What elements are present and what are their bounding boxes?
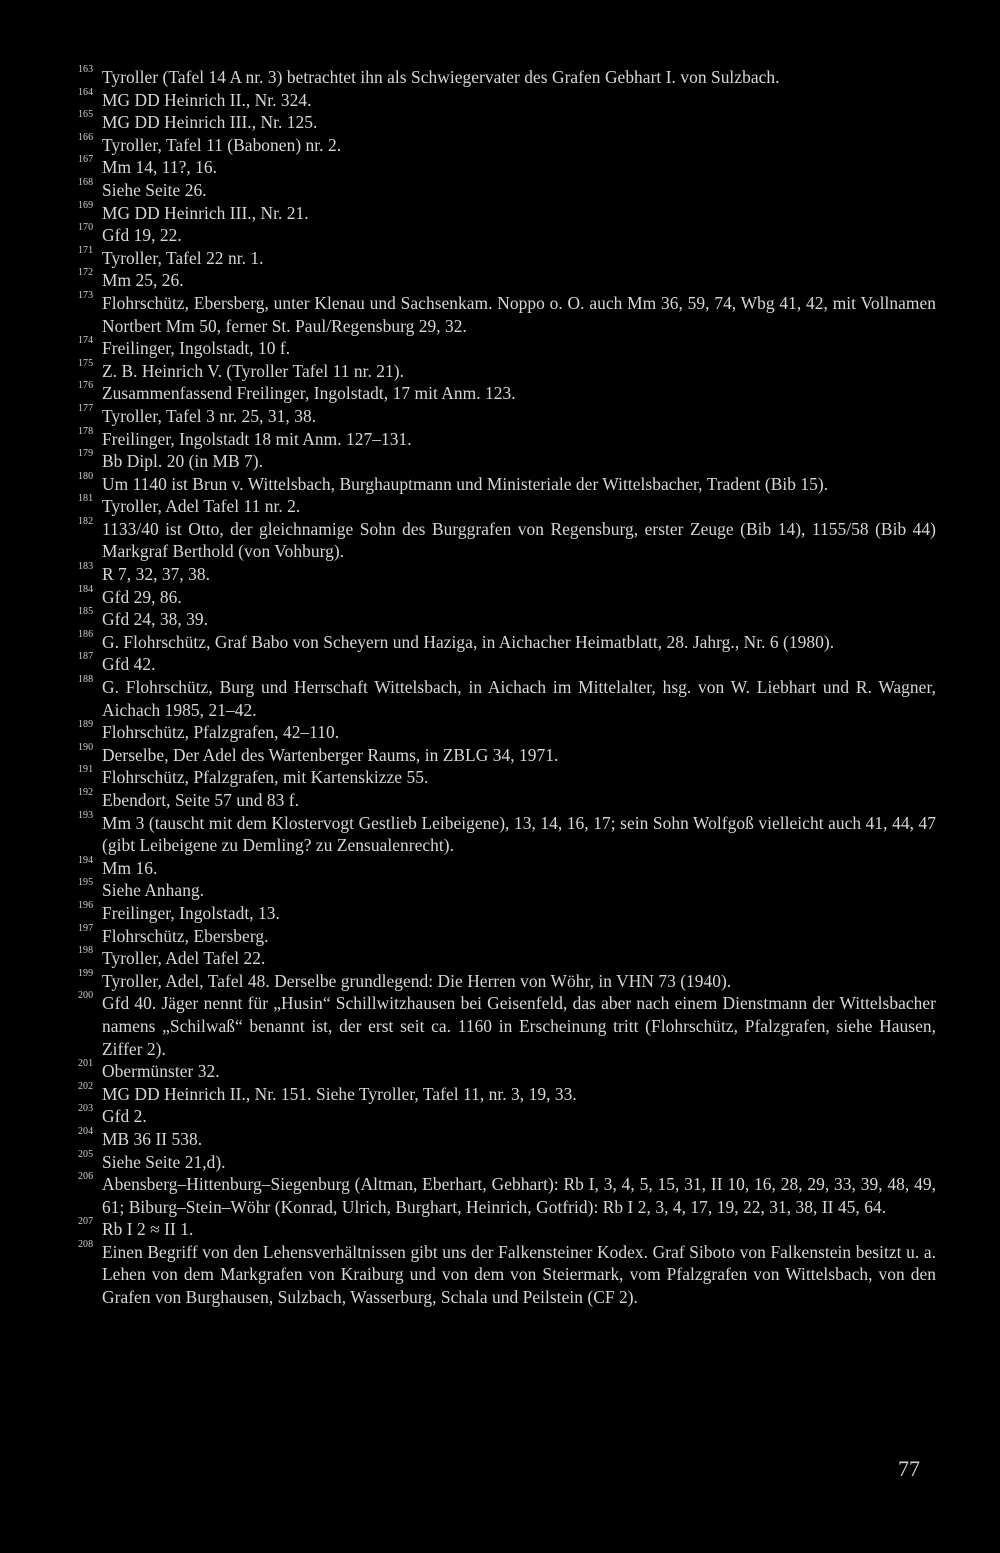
footnote-number: 190 <box>78 741 94 753</box>
footnote-number: 181 <box>78 493 94 505</box>
footnote-text: Flohrschütz, Pfalzgrafen, 42–110. <box>102 722 340 743</box>
footnote-194 <box>78 854 936 880</box>
footnote-202 <box>78 1080 936 1106</box>
footnote-text: MG DD Heinrich II., Nr. 324. <box>102 89 312 110</box>
footnote-172 <box>78 269 936 292</box>
footnote-number: 191 <box>78 764 94 776</box>
footnote-text: R 7, 32, 37, 38. <box>102 564 211 585</box>
footnote-175 <box>78 357 936 383</box>
footnote-178 <box>78 425 936 451</box>
footnote-text: Obermünster 32. <box>102 1061 220 1082</box>
footnote-number: 166 <box>78 131 94 143</box>
footnote-165 <box>78 111 936 134</box>
footnote-text: Mm 14, 11?, 16. <box>102 157 218 178</box>
footnote-text: MG DD Heinrich III., Nr. 21. <box>102 202 309 223</box>
footnote-181 <box>78 495 936 518</box>
footnote-192 <box>78 789 936 812</box>
footnote-number: 180 <box>78 470 94 482</box>
footnote-text: Flohrschütz, Ebersberg. <box>102 925 269 946</box>
footnote-text: Freilinger, Ingolstadt, 10 f. <box>102 338 291 359</box>
footnote-180 <box>78 470 936 496</box>
footnote-189 <box>78 721 936 744</box>
footnote-170 <box>78 224 936 247</box>
footnote-text: Freilinger, Ingolstadt, 13. <box>102 902 280 923</box>
footnote-number: 203 <box>78 1103 94 1115</box>
footnote-200 <box>78 992 936 1060</box>
footnote-number: 183 <box>78 561 94 573</box>
footnote-195 <box>78 879 936 902</box>
footnote-205 <box>78 1148 936 1174</box>
footnote-text: Ebendort, Seite 57 und 83 f. <box>102 790 300 810</box>
footnote-text: Derselbe, Der Adel des Wartenberger Raums, in ZBLG 34, 1971. <box>102 744 559 765</box>
footnote-text: Tyroller, Adel Tafel 11 nr. 2. <box>102 496 301 517</box>
footnote-text: Tyroller, Tafel 22 nr. 1. <box>102 247 264 268</box>
footnote-204 <box>78 1125 936 1151</box>
footnote-text: 1133/40 ist Otto, der gleichnamige Sohn des Burggrafen von Regensburg, erster Zeuge (Bib 14), 1155/58 (Bib 44) Markgraf Berthold (von Vohburg). <box>102 518 936 562</box>
footnote-number: 193 <box>78 809 94 821</box>
footnote-text: Z. B. Heinrich V. (Tyroller Tafel 11 nr. 21). <box>102 360 404 381</box>
footnote-number: 199 <box>78 967 94 979</box>
footnote-number: 182 <box>78 515 94 527</box>
footnote-number: 169 <box>78 199 94 211</box>
page-number: 77 <box>898 1456 920 1481</box>
footnote-167 <box>78 156 936 179</box>
footnote-171 <box>78 244 936 270</box>
footnote-text: Gfd 24, 38, 39. <box>102 609 209 630</box>
footnote-number: 192 <box>78 787 94 798</box>
footnote-206 <box>78 1173 936 1218</box>
footnote-text: Mm 16. <box>102 857 158 878</box>
footnote-text: Flohrschütz, Pfalzgrafen, mit Kartenskizze 55. <box>102 767 429 788</box>
footnote-164 <box>78 86 936 112</box>
footnote-text: G. Flohrschütz, Graf Babo von Scheyern und Haziga, in Aichacher Heimatblatt, 28. Jahrg., Nr. 6 (1980). <box>102 631 835 652</box>
footnote-185 <box>78 608 936 631</box>
footnote-text: Freilinger, Ingolstadt 18 mit Anm. 127–131. <box>102 428 412 449</box>
footnote-text: Flohrschütz, Ebersberg, unter Klenau und Sachsenkam. Noppo o. O. auch Mm 36, 59, 74, Wbg 41, 42, mit Vollnamen Nortbert Mm 50, ferner St. Paul/Regensburg 29, 32. <box>102 292 936 336</box>
footnote-text: Um 1140 ist Brun v. Wittelsbach, Burghauptmann und Ministeriale der Wittelsbacher, Tradent (Bib 15). <box>102 473 829 494</box>
footnote-182 <box>78 515 936 563</box>
footnote-text: Siehe Anhang. <box>102 880 205 901</box>
footnote-number: 201 <box>78 1058 94 1070</box>
footnote-text: Rb I 2 ≈ II 1. <box>102 1219 194 1240</box>
footnote-number: 168 <box>78 176 94 188</box>
footnote-184 <box>78 583 936 609</box>
footnote-number: 205 <box>78 1148 94 1160</box>
footnote-text: Gfd 29, 86. <box>102 586 182 607</box>
footnote-number: 165 <box>78 109 94 121</box>
footnote-text: Tyroller, Adel Tafel 22. <box>102 948 266 969</box>
footnote-190 <box>78 741 936 767</box>
footnote-number: 206 <box>78 1171 94 1183</box>
footnote-number: 185 <box>78 606 94 618</box>
footnote-text: Siehe Seite 26. <box>102 179 207 200</box>
footnote-number: 167 <box>78 154 94 166</box>
footnote-number: 174 <box>78 335 94 347</box>
footnote-198 <box>78 947 936 970</box>
footnote-199 <box>78 967 936 993</box>
footnote-text: Mm 3 (tauscht mit dem Klostervogt Gestlieb Leibeigene), 13, 14, 16, 17; sein Sohn Wolfgoß vielleicht auch 41, 44, 47 (gibt Leibeigene zu Demling? zu Zensualenrecht). <box>102 812 936 856</box>
footnote-193 <box>78 809 936 857</box>
footnote-text: MB 36 II 538. <box>102 1128 203 1149</box>
footnote-number: 170 <box>78 222 94 234</box>
footnote-191 <box>78 766 936 789</box>
footnote-207 <box>78 1218 936 1241</box>
footnote-166 <box>78 131 936 157</box>
footnote-number: 179 <box>78 448 94 460</box>
footnote-list <box>78 66 936 1309</box>
footnote-text: Tyroller, Tafel 3 nr. 25, 31, 38. <box>102 405 317 426</box>
footnote-text: MG DD Heinrich III., Nr. 125. <box>102 112 318 133</box>
footnote-text: Gfd 42. <box>102 654 156 675</box>
footnote-203 <box>78 1105 936 1128</box>
footnote-number: 184 <box>78 583 94 595</box>
footnote-number: 207 <box>78 1216 94 1228</box>
footnote-text: Gfd 40. Jäger nennt für „Husin“ Schillwitzhausen bei Geisenfeld, das aber nach einem Dienstmann der Wittelsbacher namens „Schilwaß“ benannt ist, der erst seit ca. 1160 in Erscheinung tritt (Flohrschütz, Pfalzgrafen, siehe Hausen, Ziffer 2). <box>102 993 936 1059</box>
footnote-163 <box>78 66 936 89</box>
footnote-number: 177 <box>78 402 94 414</box>
footnote-173 <box>78 289 936 337</box>
footnote-176 <box>78 382 936 405</box>
footnote-number: 163 <box>78 64 94 75</box>
footnote-text: MG DD Heinrich II., Nr. 151. Siehe Tyroller, Tafel 11, nr. 3, 19, 33. <box>102 1083 577 1104</box>
footnote-text: Siehe Seite 21,d). <box>102 1151 226 1172</box>
footnote-177 <box>78 402 936 428</box>
footnote-168 <box>78 176 936 202</box>
footnote-188 <box>78 676 936 721</box>
footnote-number: 176 <box>78 380 94 392</box>
footnote-text: Einen Begriff von den Lehensverhältnissen gibt uns der Falkensteiner Kodex. Graf Siboto von Falkenstein besitzt u. a. Lehen von dem Markgrafen von Kraiburg und von dem von Steiermark, vom Pfalzgrafen von Wittelsbach, von den Grafen von Burghausen, Sulzbach, Wasserburg, Schala und Peilstein (CF 2). <box>102 1241 936 1308</box>
footnote-text: Abensberg–Hittenburg–Siegenburg (Altman, Eberhart, Gebhart): Rb I, 3, 4, 5, 15, 31, II 10, 16, 28, 29, 33, 39, 48, 49, 61; Biburg–Stein–Wöhr (Konrad, Ulrich, Burghart, Heinrich, Gotfrid): Rb I 2, 3, 4, 17, 19, 22, 31, 38, II 45, 64. <box>102 1174 936 1217</box>
footnote-number: 187 <box>78 651 94 663</box>
footnote-169 <box>78 199 936 225</box>
footnote-201 <box>78 1060 936 1083</box>
footnote-196 <box>78 899 936 925</box>
footnote-186 <box>78 628 936 654</box>
footnote-number: 204 <box>78 1125 94 1137</box>
footnote-number: 171 <box>78 244 94 256</box>
footnote-number: 175 <box>78 357 94 369</box>
footnote-text: Bb Dipl. 20 (in MB 7). <box>102 451 264 472</box>
footnote-197 <box>78 922 936 948</box>
footnote-number: 173 <box>78 289 94 301</box>
footnote-text: Tyroller (Tafel 14 A nr. 3) betrachtet ihn als Schwiegervater des Grafen Gebhart I. von Sulzbach. <box>102 67 780 87</box>
footnote-text: Zusammenfassend Freilinger, Ingolstadt, 17 mit Anm. 123. <box>102 383 516 404</box>
footnote-text: Gfd 2. <box>102 1106 147 1127</box>
footnote-text: Mm 25, 26. <box>102 270 184 291</box>
footnote-number: 164 <box>78 86 94 98</box>
footnote-number: 208 <box>78 1238 94 1250</box>
footnote-179 <box>78 450 936 473</box>
footnote-number: 197 <box>78 922 94 934</box>
footnote-number: 172 <box>78 267 94 279</box>
footnote-number: 186 <box>78 628 94 640</box>
footnote-208 <box>78 1238 936 1309</box>
footnote-183 <box>78 563 936 586</box>
footnote-text: Gfd 19, 22. <box>102 225 182 246</box>
footnote-number: 195 <box>78 877 94 889</box>
footnote-text: Tyroller, Adel, Tafel 48. Derselbe grundlegend: Die Herren von Wöhr, in VHN 73 (1940). <box>102 970 732 991</box>
footnote-number: 188 <box>78 674 94 686</box>
footnote-number: 189 <box>78 719 94 731</box>
footnote-number: 198 <box>78 945 94 957</box>
footnote-number: 194 <box>78 854 94 866</box>
footnote-174 <box>78 337 936 360</box>
footnote-text: Tyroller, Tafel 11 (Babonen) nr. 2. <box>102 134 342 155</box>
footnote-187 <box>78 653 936 676</box>
footnote-number: 178 <box>78 425 94 437</box>
footnote-text: G. Flohrschütz, Burg und Herrschaft Wittelsbach, in Aichach im Mittelalter, hsg. von W. Liebhart und R. Wagner, Aichach 1985, 21–42. <box>102 677 936 720</box>
footnote-number: 196 <box>78 899 94 911</box>
footnote-number: 200 <box>78 990 94 1002</box>
footnote-number: 202 <box>78 1080 94 1092</box>
